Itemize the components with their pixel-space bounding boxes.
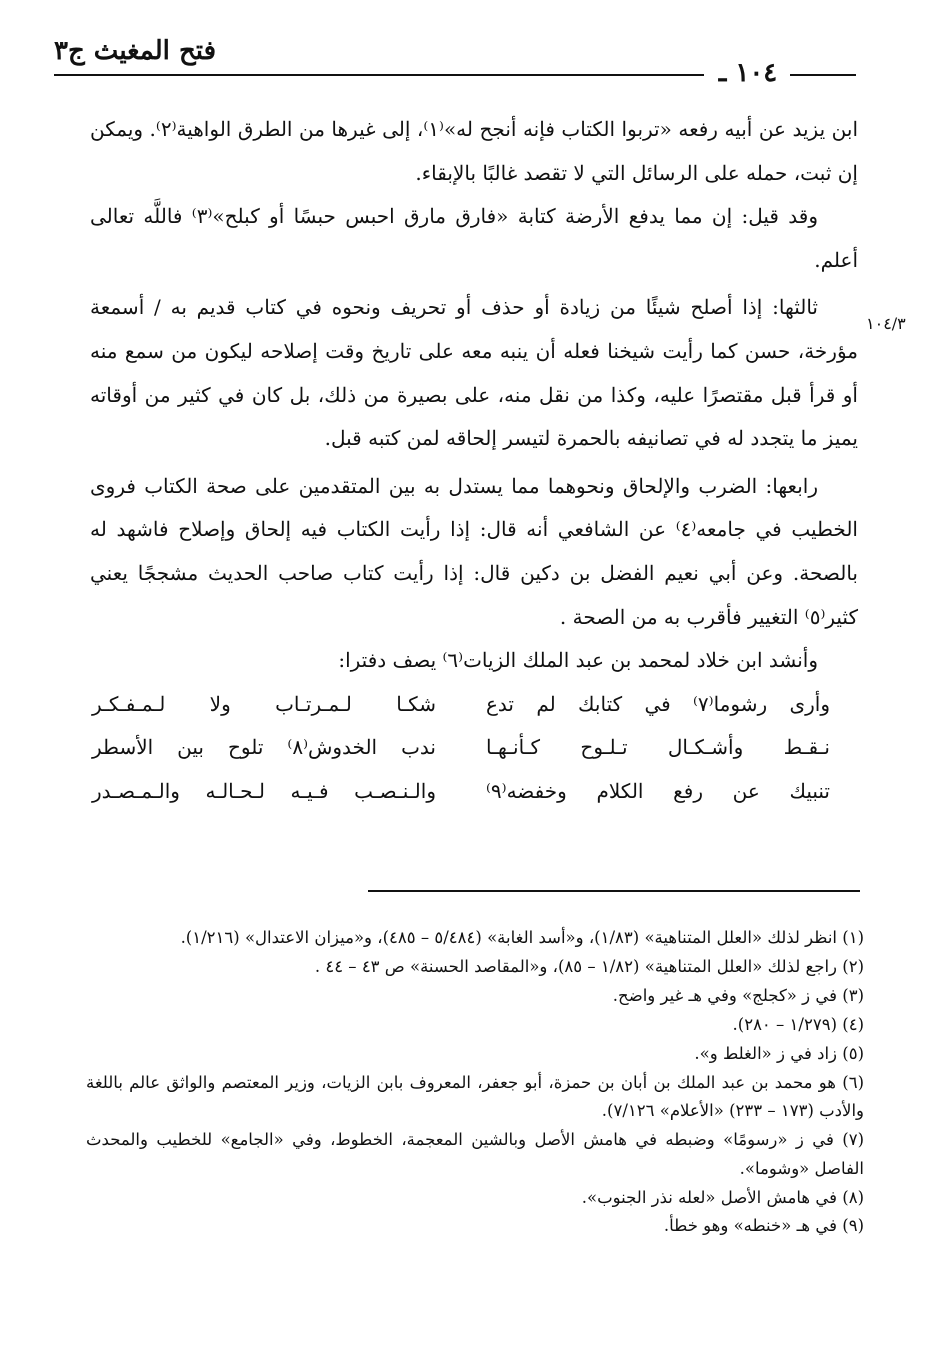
footnote-4: (٤) (١/٢٧٩ – ٢٨٠). [732, 1014, 864, 1034]
header-rule-left [54, 74, 704, 76]
footnote-3: (٣) في ز «كجلج» وفي هـ غير واضح. [612, 986, 864, 1006]
verse-line [92, 683, 830, 727]
footnote-2: (٢) راجع لذلك «العلل المتناهية» (١/٨٢ – ٨٥)، و«المقاصد الحسنة» ص ٤٣ – ٤٤ . [314, 957, 864, 977]
paragraph-3: ثالثها: إذا أصلح شيئًا من زيادة أو حذف أو تحريف ونحوه في كتاب قديم به / أسمعة مؤرخة، حسن كما رأيت شيخنا فعله أن ينبه معه على تاريخ وقت إصلاحه ليكون من سمع منه أو قرأ قبل مقتصرًا عليه، وكذا من نقل منه، على بصيرة من ذلك، بل كان في كثير من أوقاته يميز ما يتجدد له في تصانيفه بالحمرة لتيسر إلحاقه لمن كتبه قبل. [90, 295, 858, 451]
footnote-7: (٧) في ز «رسومًا» وضبطه في هامش الأصل وبالشين المعجمة، الخطوط، وفي «الجامع» للخطيب والمحدث الفاصل «وشوما». [86, 1130, 864, 1178]
footnote-separator [368, 890, 860, 892]
footnote-6: (٦) هو محمد بن عبد الملك بن أبان بن حمزة، أبو جعفر، المعروف بابن الزيات، وزير المعتصم والواثق عالم باللغة والأدب (١٧٣ – ٢٣٣) «الأعلام» ٧/١٢٦). [86, 1073, 864, 1121]
page-number: ١٠٤ ـ [718, 58, 778, 88]
verse-first-hemistich: تنبيك عن رفع الكلام وخفضه⁽٩⁾ [486, 778, 830, 803]
verse-second-hemistich: ندب الخدوش⁽٨⁾ تلوح بين الأسطر [92, 735, 436, 760]
paragraph-5: وأنشد ابن خلاد لمحمد بن عبد الملك الزيات⁽٦⁾ يصف دفترا: [338, 648, 818, 673]
header-rule-right [790, 74, 856, 76]
margin-reference: ١٠٤/٣ [866, 314, 906, 333]
running-title: فتح المغيث ج٣ [54, 36, 217, 66]
verse-first-hemistich: وأرى رشوما⁽٧⁾ في كتابك لم تدع [486, 691, 830, 716]
verse-first-hemistich: نـقـط وأشـكـال تـلـوح كـأنـهـا [486, 735, 830, 760]
footnote-8: (٨) في هامش الأصل «لعله نذر الجنوب». [581, 1187, 864, 1207]
verse-second-hemistich: والـنـصـب فـيـه لـحـالـه والـمـصـدر [92, 778, 436, 803]
main-text [90, 108, 858, 814]
verse-second-hemistich: شكـا لـمـرتـاب ولا لـمـفـكـر [92, 691, 436, 716]
verse-line [92, 726, 830, 770]
footnotes [86, 924, 864, 1240]
footnote-1: (١) انظر لذلك «العلل المتناهية» (١/٨٣)، و«أسد الغابة» (٥/٤٨٤ – ٤٨٥)، و«ميزان الاعتدال» (١/٢١٦). [180, 928, 864, 947]
footnote-5: (٥) زاد في ز «الغلط و». [694, 1043, 864, 1063]
paragraph-1: ابن يزيد عن أبيه رفعه «تربوا الكتاب فإنه أنجح له»⁽١⁾، إلى غيرها من الطرق الواهية⁽٢⁾. ويمكن إن ثبت، حمله على الرسائل التي لا تقصد غالبًا بالإبقاء. [90, 117, 859, 185]
paragraph-2: وقد قيل: إن مما يدفع الأرضة كتابة «فارق مارق احبس حبسًا أو كبلح»⁽٣⁾ فاللَّه تعالى أعلم. [90, 204, 858, 272]
verse-line [92, 770, 830, 814]
footnote-9: (٩) في هـ «خنطه» وهو خطأ. [663, 1216, 864, 1236]
paragraph-4: رابعها: الضرب والإلحاق ونحوهما مما يستدل به بين المتقدمين على صحة الكتاب فروى الخطيب في جامعه⁽٤⁾ عن الشافعي أنه قال: إذا رأيت الكتاب فيه إلحاق وإصلاح فاشهد له بالصحة. وعن أبي نعيم الفضل بن دكين قال: إذا رأيت كتاب صاحب الحديث مشججًا يعني كثير⁽٥⁾ التغيير فأقرب به من الصحة . [90, 473, 858, 629]
